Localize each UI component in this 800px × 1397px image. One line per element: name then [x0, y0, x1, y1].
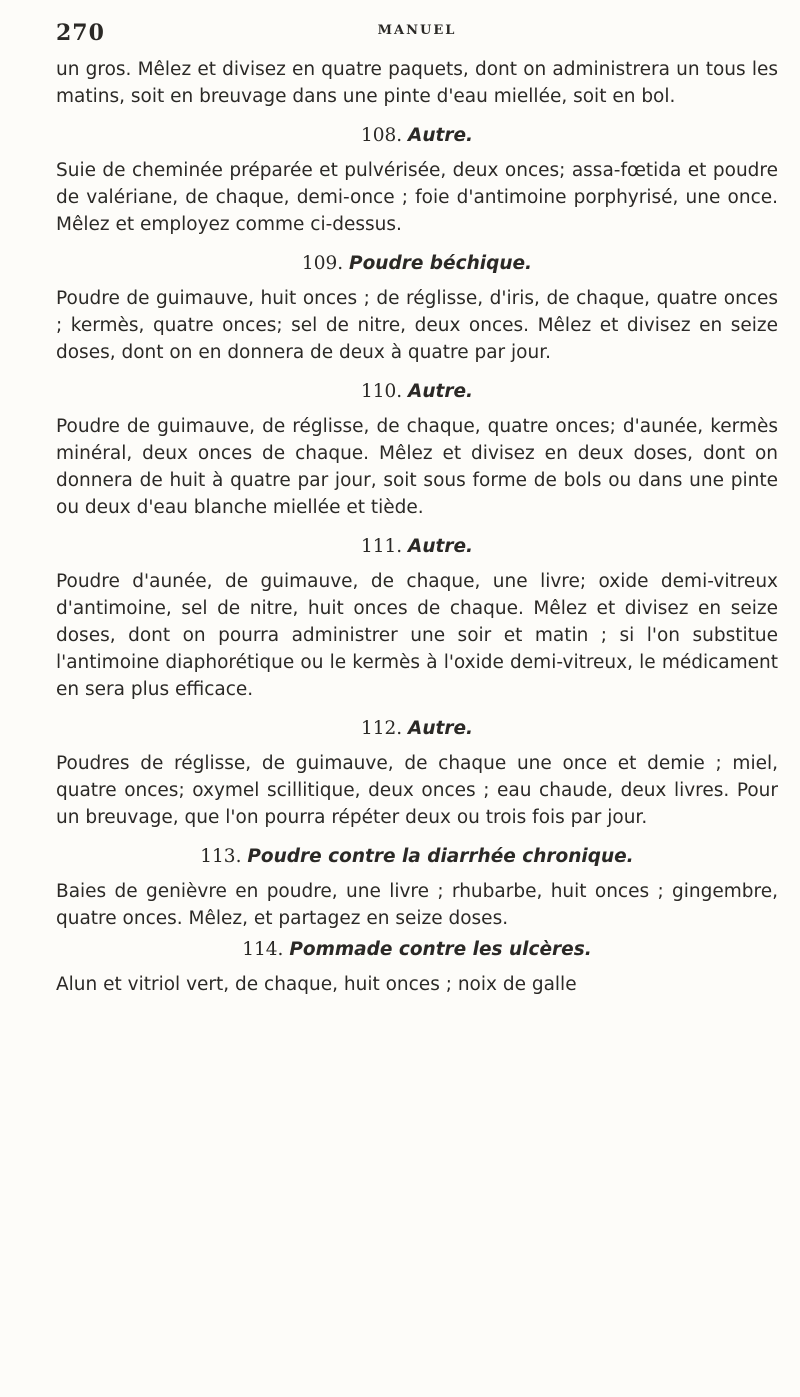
recipe-heading [56, 715, 778, 742]
recipe-text: Alun et vitriol vert, de chaque, huit onces ; noix de galle [56, 974, 577, 995]
recipe-number: 111. [360, 536, 403, 557]
recipe-title: Autre. [408, 125, 474, 146]
recipe-number: 110. [360, 381, 403, 402]
recipe-111 [56, 533, 778, 703]
recipe-title: Pommade contre les ulcères. [289, 939, 592, 960]
recipe-text: Baies de genièvre en poudre, une livre ; rhubarbe, huit onces ; gingembre, quatre onces. Mêlez, et partagez en seize doses. [56, 881, 778, 929]
running-head [56, 14, 778, 48]
recipe-108 [56, 122, 778, 238]
recipe-text: Poudres de réglisse, de guimauve, de chaque une once et demie ; miel, quatre onces; oxymel scillitique, deux onces ; eau chaude, deux livres. Pour un breuvage, que l'on pourra répéter deux ou trois fois par jour. [56, 753, 778, 828]
recipe-heading [56, 936, 778, 963]
recipe-title: Poudre béchique. [349, 253, 533, 274]
recipe-number: 109. [301, 253, 344, 274]
intro-paragraph: un gros. Mêlez et divisez en quatre paquets, dont on administrera un tous les matins, soit en breuvage dans une pinte d'eau miellée, soit en bol. [56, 59, 778, 107]
recipe-number: 108. [360, 125, 403, 146]
recipe-text: Poudre d'aunée, de guimauve, de chaque, une livre; oxide demi-vitreux d'antimoine, sel de nitre, huit onces de chaque. Mêlez et divisez en seize doses, dont on pourra administrer une soir et matin ; si l'on substitue l'antimoine diaphorétique ou le kermès à l'oxide demi-vitreux, le médicament en sera plus efficace. [56, 571, 778, 700]
recipe-title: Poudre contre la diarrhée chronique. [247, 846, 634, 867]
recipe-title: Autre. [408, 536, 474, 557]
recipe-number: 113. [200, 846, 242, 867]
recipe-heading [56, 250, 778, 277]
recipe-113 [56, 843, 778, 932]
book-page [56, 14, 778, 998]
recipe-text: Poudre de guimauve, huit onces ; de réglisse, d'iris, de chaque, quatre onces ; kermès, quatre onces; sel de nitre, deux onces. Mêlez et divisez en seize doses, dont on en donnera de deux à quatre par jour. [56, 288, 778, 363]
recipe-text: Suie de cheminée préparée et pulvérisée, deux onces; assa-fœtida et poudre de valériane, de chaque, demi-once ; foie d'antimoine porphyrisé, une once. Mêlez et employez comme ci-dessus. [56, 160, 778, 235]
page-number: 270 [56, 20, 105, 46]
recipe-number: 112. [360, 718, 403, 739]
recipe-number: 114. [242, 939, 284, 960]
recipe-110 [56, 378, 778, 521]
recipe-heading [56, 533, 778, 560]
running-title: MANUEL [377, 23, 457, 38]
recipe-heading [56, 843, 778, 870]
recipe-heading [56, 122, 778, 149]
recipe-112 [56, 715, 778, 831]
recipe-title: Autre. [408, 718, 474, 739]
recipe-114 [56, 936, 778, 998]
recipe-109 [56, 250, 778, 366]
recipe-text: Poudre de guimauve, de réglisse, de chaque, quatre onces; d'aunée, kermès minéral, deux onces de chaque. Mêlez et divisez en deux doses, dont on donnera de huit à quatre par jour, soit sous forme de bols ou dans une pinte ou deux d'eau blanche miellée et tiède. [56, 416, 778, 518]
recipe-heading [56, 378, 778, 405]
recipe-title: Autre. [408, 381, 474, 402]
